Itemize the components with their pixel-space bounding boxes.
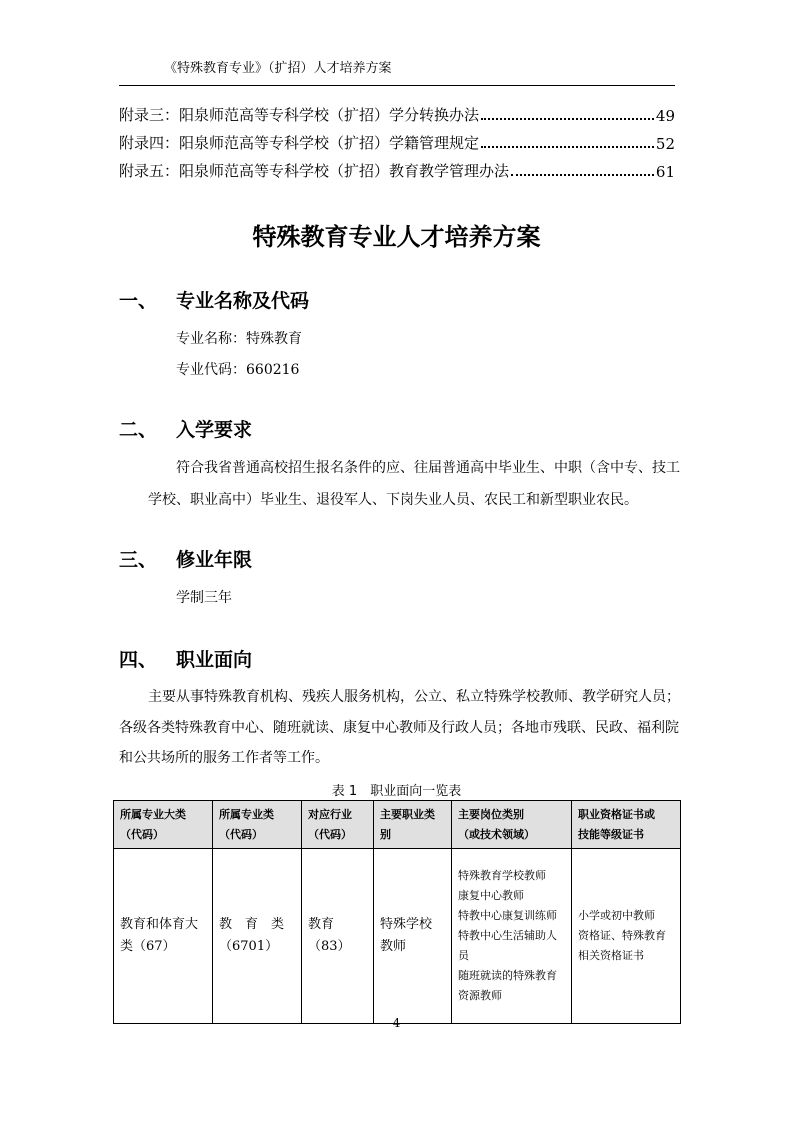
section-number: 二、 <box>119 419 158 441</box>
paragraph-line: 符合我省普通高校招生报名条件的应、往届普通高中毕业生、中职（含中专、技工 <box>176 460 680 476</box>
major-code-line: 专业代码：660216 <box>176 362 300 378</box>
table-row <box>114 849 681 1024</box>
running-header: 《特殊教育专业》（扩招）人才培养方案 <box>164 61 392 76</box>
toc-entry[interactable] <box>119 159 675 181</box>
toc-entry-title: 附录五：阳泉师范高等专科学校（扩招）教育教学管理办法 <box>119 162 510 180</box>
section-number: 四、 <box>119 649 158 671</box>
major-name-line: 专业名称：特殊教育 <box>176 331 302 347</box>
toc-leader-dots <box>511 174 654 176</box>
page-number: 4 <box>392 1016 401 1030</box>
toc-leader-dots <box>481 146 654 148</box>
table-cell: 特殊学校 教师 <box>374 849 452 1024</box>
section-heading: 入学要求 <box>176 419 253 441</box>
section-heading: 职业面向 <box>176 649 253 671</box>
header-cell: 所属专业类 （代码） <box>213 801 302 849</box>
header-cell: 主要职业类 别 <box>374 801 452 849</box>
header-cell: 对应行业 （代码） <box>302 801 374 849</box>
toc-entry-title: 附录四：阳泉师范高等专科学校（扩招）学籍管理规定 <box>119 134 480 152</box>
toc-entry-title: 附录三：阳泉师范高等专科学校（扩招）学分转换办法 <box>119 106 480 124</box>
paragraph-line: 主要从事特殊教育机构、残疾人服务机构，公立、私立特殊学校教师、教学研究人员； <box>148 689 680 705</box>
section-number: 一、 <box>119 290 158 312</box>
toc-leader-dots <box>481 118 654 120</box>
table-cell: 特殊教育学校教师 康复中心教师 特教中心康复训练师 特教中心生活辅助人 员 随班就读的特殊教育 资源教师 <box>452 849 572 1024</box>
toc-entry-page: 49 <box>655 107 675 125</box>
toc-entry-page: 52 <box>655 135 675 153</box>
toc-entry[interactable] <box>119 103 675 125</box>
header-divider <box>119 85 675 86</box>
document-title: 特殊教育专业人才培养方案 <box>252 223 541 251</box>
header-cell: 职业资格证书或 技能等级证书 <box>572 801 681 849</box>
section-heading: 专业名称及代码 <box>176 290 310 312</box>
table-header-row <box>114 801 681 849</box>
header-cell: 所属专业大类 （代码） <box>114 801 213 849</box>
table-cell: 小学或初中教师 资格证、特殊教育 相关资格证书 <box>572 849 681 1024</box>
table-cell: 教 育 类 （6701） <box>213 849 302 1024</box>
table-cell: 教育和体育大 类（67） <box>114 849 213 1024</box>
toc-entry[interactable] <box>119 131 675 153</box>
section-number: 三、 <box>119 549 158 571</box>
header-cell: 主要岗位类别 （或技术领域） <box>452 801 572 849</box>
section-heading: 修业年限 <box>176 549 253 571</box>
toc-entry-page: 61 <box>655 163 675 181</box>
table-cell: 教育（83） <box>302 849 374 1024</box>
paragraph-line: 各级各类特殊教育中心、随班就读、康复中心教师及行政人员；各地市残联、民政、福利院 <box>119 720 679 736</box>
paragraph-line: 和公共场所的服务工作者等工作。 <box>119 750 329 766</box>
table-caption: 表 1 职业面向一览表 <box>331 784 462 799</box>
study-duration-text: 学制三年 <box>176 590 232 606</box>
paragraph-line: 学校、职业高中）毕业生、退役军人、下岗失业人员、农民工和新型职业农民。 <box>148 492 638 508</box>
career-orientation-table <box>113 800 681 1024</box>
